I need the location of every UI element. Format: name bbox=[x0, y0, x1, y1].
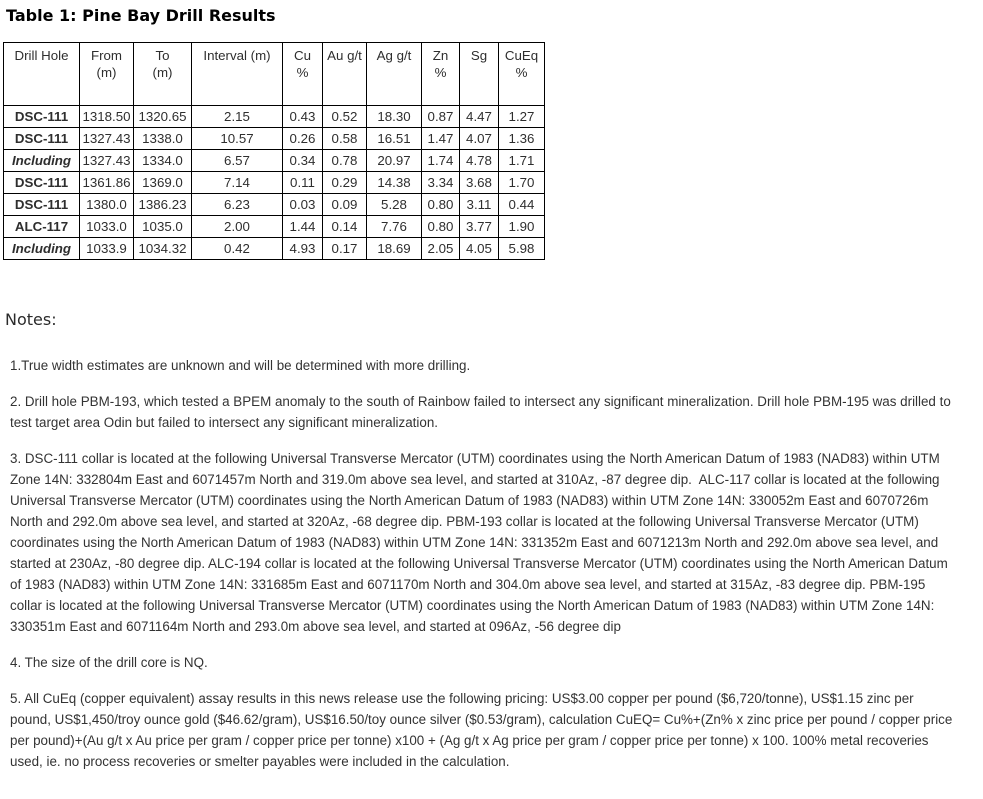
value-cell: 7.14 bbox=[192, 172, 283, 194]
value-cell: 18.30 bbox=[367, 106, 422, 128]
value-cell: 0.26 bbox=[283, 128, 323, 150]
table-row bbox=[4, 238, 545, 260]
value-cell: 1.27 bbox=[499, 106, 545, 128]
column-label: Sg bbox=[470, 48, 488, 63]
value-cell: 1386.23 bbox=[134, 194, 192, 216]
notes-section bbox=[3, 355, 971, 772]
value-cell: 0.80 bbox=[422, 216, 460, 238]
note-item-1: 1.True width estimates are unknown and will be determined with more drilling. bbox=[10, 358, 471, 373]
value-cell: 0.78 bbox=[323, 150, 367, 172]
value-cell: 14.38 bbox=[367, 172, 422, 194]
column-header-from bbox=[80, 43, 134, 106]
value-cell: 1380.0 bbox=[80, 194, 134, 216]
column-header-cu bbox=[283, 43, 323, 106]
notes-heading: Notes: bbox=[5, 310, 57, 329]
value-cell: 4.78 bbox=[460, 150, 499, 172]
page-title: Table 1: Pine Bay Drill Results bbox=[6, 6, 276, 25]
value-cell: 3.68 bbox=[460, 172, 499, 194]
value-cell: 18.69 bbox=[367, 238, 422, 260]
drill-hole-cell: Including bbox=[4, 150, 80, 172]
value-cell: 0.52 bbox=[323, 106, 367, 128]
value-cell: 7.76 bbox=[367, 216, 422, 238]
column-label: Zn bbox=[432, 48, 449, 63]
column-header-cueq bbox=[499, 43, 545, 106]
drill-results-table bbox=[3, 42, 545, 260]
table-header-row bbox=[4, 43, 545, 106]
value-cell: 0.29 bbox=[323, 172, 367, 194]
drill-hole-cell: DSC-111 bbox=[4, 128, 80, 150]
column-label: Interval (m) bbox=[203, 48, 271, 63]
value-cell: 0.17 bbox=[323, 238, 367, 260]
value-cell: 1034.32 bbox=[134, 238, 192, 260]
value-cell: 0.09 bbox=[323, 194, 367, 216]
value-cell: 1338.0 bbox=[134, 128, 192, 150]
note-item-2: 2. Drill hole PBM-193, which tested a BPEM anomaly to the south of Rainbow failed to intersect any significant mineralization. Drill hole PBM-195 was drilled to test target area Odin but failed to intersect any significant mineralization. bbox=[10, 394, 955, 430]
value-cell: 0.14 bbox=[323, 216, 367, 238]
value-cell: 1318.50 bbox=[80, 106, 134, 128]
value-cell: 0.44 bbox=[499, 194, 545, 216]
value-cell: 4.05 bbox=[460, 238, 499, 260]
value-cell: 1.71 bbox=[499, 150, 545, 172]
table-row bbox=[4, 150, 545, 172]
value-cell: 16.51 bbox=[367, 128, 422, 150]
note-item-3: 3. DSC-111 collar is located at the following Universal Transverse Mercator (UTM) coordinates using the North American Datum of 1983 (NAD83) within UTM Zone 14N: 332804m East and 6071457m North and 319.0m above sea level, and started at 310Az, -87 degree dip. ALC-117 collar is located at the following Universal Transverse Mercator (UTM) coordinates using the North American Datum of 1983 (NAD83) within UTM Zone 14N: 330052m East and 6070726m North and 292.0m above sea level, and started at 320Az, -68 degree dip. PBM-193 collar is located at the following Universal Transverse Mercator (UTM) coordinates using the North American Datum of 1983 (NAD83) within UTM Zone 14N: 331352m East and 6071213m North and 292.0m above sea level, and started at 230Az, -80 degree dip. ALC-194 collar is located at the following Universal Transverse Mercator (UTM) coordinates using the North American Datum of 1983 (NAD83) within UTM Zone 14N: 331685m East and 6071170m North and 304.0m above sea level, and started at 315Az, -83 degree dip. PBM-195 collar is located at the following Universal Transverse Mercator (UTM) coordinates using the North American Datum of 1983 (NAD83) within UTM Zone 14N: 330351m East and 6071164m North and 293.0m above sea level, and started at 096Az, -56 degree dip bbox=[10, 451, 952, 634]
value-cell: 10.57 bbox=[192, 128, 283, 150]
column-header-au bbox=[323, 43, 367, 106]
column-label: Drill Hole bbox=[14, 48, 69, 63]
note-item-4: 4. The size of the drill core is NQ. bbox=[10, 655, 208, 670]
value-cell: 4.07 bbox=[460, 128, 499, 150]
column-header-ag bbox=[367, 43, 422, 106]
drill-hole-cell: DSC-111 bbox=[4, 172, 80, 194]
value-cell: 1361.86 bbox=[80, 172, 134, 194]
value-cell: 3.11 bbox=[460, 194, 499, 216]
value-cell: 3.77 bbox=[460, 216, 499, 238]
value-cell: 0.87 bbox=[422, 106, 460, 128]
value-cell: 2.05 bbox=[422, 238, 460, 260]
column-label: Cu bbox=[294, 48, 311, 63]
table-row bbox=[4, 106, 545, 128]
column-label: Au g/t bbox=[327, 48, 362, 63]
value-cell: 2.15 bbox=[192, 106, 283, 128]
table-row bbox=[4, 128, 545, 150]
drill-hole-cell: DSC-111 bbox=[4, 106, 80, 128]
column-unit: % bbox=[296, 65, 309, 80]
value-cell: 0.80 bbox=[422, 194, 460, 216]
value-cell: 1334.0 bbox=[134, 150, 192, 172]
column-label: Ag g/t bbox=[376, 48, 412, 63]
value-cell: 1327.43 bbox=[80, 150, 134, 172]
drill-hole-cell: DSC-111 bbox=[4, 194, 80, 216]
drill-hole-cell: Including bbox=[4, 238, 80, 260]
column-header-interval bbox=[192, 43, 283, 106]
table-row bbox=[4, 194, 545, 216]
value-cell: 1369.0 bbox=[134, 172, 192, 194]
table-row bbox=[4, 216, 545, 238]
value-cell: 6.23 bbox=[192, 194, 283, 216]
value-cell: 1.74 bbox=[422, 150, 460, 172]
column-header-sg bbox=[460, 43, 499, 106]
column-header-drill-hole bbox=[4, 43, 80, 106]
value-cell: 2.00 bbox=[192, 216, 283, 238]
value-cell: 3.34 bbox=[422, 172, 460, 194]
value-cell: 1033.9 bbox=[80, 238, 134, 260]
drill-table-body bbox=[4, 106, 545, 260]
value-cell: 5.98 bbox=[499, 238, 545, 260]
value-cell: 1327.43 bbox=[80, 128, 134, 150]
value-cell: 1035.0 bbox=[134, 216, 192, 238]
column-label: To bbox=[155, 48, 170, 63]
column-unit: % bbox=[515, 65, 528, 80]
value-cell: 6.57 bbox=[192, 150, 283, 172]
value-cell: 0.42 bbox=[192, 238, 283, 260]
value-cell: 1320.65 bbox=[134, 106, 192, 128]
value-cell: 1.44 bbox=[283, 216, 323, 238]
note-item-5: 5. All CuEq (copper equivalent) assay results in this news release use the following pricing: US$3.00 copper per pound ($6,720/tonne), US$1.15 zinc per pound, US$1,450/troy ounce gold ($46.62/gram), US$16.50/toy ounce silver ($0.53/gram), calculation CuEQ= Cu%+(Zn% x zinc price per pound / copper price per pound)+(Au g/t x Au price per gram / copper price per tonne) x100 + (Ag g/t x Ag price per gram / copper price per tonne) x 100. 100% metal recoveries used, ie. no process recoveries or smelter payables were included in the calculation. bbox=[10, 691, 957, 769]
value-cell: 0.34 bbox=[283, 150, 323, 172]
value-cell: 0.58 bbox=[323, 128, 367, 150]
column-unit: (m) bbox=[152, 65, 173, 80]
column-header-zn bbox=[422, 43, 460, 106]
value-cell: 20.97 bbox=[367, 150, 422, 172]
value-cell: 1.90 bbox=[499, 216, 545, 238]
column-unit: (m) bbox=[96, 65, 117, 80]
value-cell: 1.47 bbox=[422, 128, 460, 150]
column-unit: % bbox=[434, 65, 447, 80]
value-cell: 1033.0 bbox=[80, 216, 134, 238]
value-cell: 5.28 bbox=[367, 194, 422, 216]
value-cell: 4.47 bbox=[460, 106, 499, 128]
drill-hole-cell: ALC-117 bbox=[4, 216, 80, 238]
value-cell: 0.03 bbox=[283, 194, 323, 216]
value-cell: 1.70 bbox=[499, 172, 545, 194]
column-label: From bbox=[90, 48, 123, 63]
value-cell: 0.11 bbox=[283, 172, 323, 194]
table-row bbox=[4, 172, 545, 194]
value-cell: 4.93 bbox=[283, 238, 323, 260]
column-label: CuEq bbox=[504, 48, 539, 63]
value-cell: 0.43 bbox=[283, 106, 323, 128]
column-header-to bbox=[134, 43, 192, 106]
value-cell: 1.36 bbox=[499, 128, 545, 150]
